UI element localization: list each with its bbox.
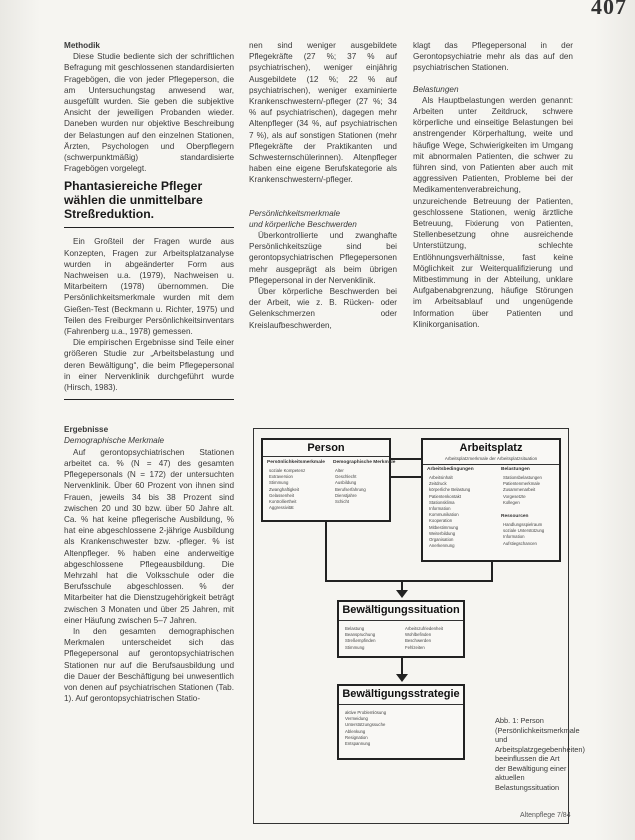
list-item: Streßempfinden bbox=[345, 638, 376, 644]
person-box bbox=[261, 438, 396, 522]
paragraph: Die empirischen Ergebnisse sind Teile einer größeren Studie zur „Arbeitsbelastung und deren Bewältigung“, die beim Pflegepersonal in einer Nervenklinik durchgeführt wurde (Hirsch, 1983). bbox=[64, 338, 234, 393]
person-list-a bbox=[269, 468, 305, 511]
list-item: Aufstiegschancen bbox=[503, 540, 537, 546]
paragraph: Überkontrollierte und zwanghafte Persönlichkeitszüge sind bei gerontopsychiatrischen Pflegepersonen mehr ausgeprägt als beim übrigen Pflegepersonal in der Nervenklinik. bbox=[249, 231, 397, 285]
strategie-list bbox=[345, 710, 386, 747]
list-item: Stationsbelastungen bbox=[503, 475, 542, 480]
ergebnisse-heading: Ergebnisse bbox=[64, 425, 109, 435]
column-left bbox=[64, 40, 234, 704]
list-item: Stimmung bbox=[345, 644, 365, 650]
list-item: Belastung bbox=[345, 626, 365, 631]
list-item: Ablenkung bbox=[345, 728, 366, 734]
column-middle bbox=[249, 40, 397, 331]
list-item: Patientenmerkmale bbox=[503, 481, 541, 487]
list-item: Dienstjahre bbox=[335, 492, 357, 498]
connector-line bbox=[325, 580, 493, 582]
list-item: Geschlecht bbox=[335, 474, 357, 480]
arbeitsplatz-box bbox=[421, 438, 561, 562]
list-item: Kooperation bbox=[429, 518, 453, 524]
list-item: Organisation bbox=[429, 537, 454, 543]
column-right bbox=[413, 40, 573, 330]
list-item: Schicht bbox=[335, 499, 350, 505]
list-item: Stimmung bbox=[269, 480, 289, 486]
list-item: Entspannung bbox=[345, 741, 371, 747]
situation-list-b bbox=[405, 626, 443, 651]
list-item: Resignation bbox=[345, 734, 368, 740]
spacer bbox=[413, 74, 573, 84]
page-number: 407 bbox=[591, 0, 627, 19]
list-item: Unterstützungssuche bbox=[345, 722, 386, 728]
list-item: aktive Problemlösung bbox=[345, 710, 387, 715]
arrow-down-icon bbox=[396, 674, 408, 682]
methodik-paragraph: Diese Studie bediente sich der schriftlichen Befragung mit geschlossenen standardisierten Fragebögen, die von jeder Pflegeperson, die am Untersuchungstag anwesend war, ausgefüllt wurden. Sie geben die subjektive Ansicht der jeweiligen Probanden wieder. Daneben wurden nur objektive Beschreibung der Belastungen auf den einzelnen Stationen, Ärzten, Psychologen und Oberpflegern (schwerpunktmäßig) standardisierte Fragebögen vorgelegt. bbox=[64, 52, 234, 174]
personality-subheading: und körperliche Beschwerden bbox=[249, 219, 357, 229]
divider bbox=[339, 704, 463, 705]
paragraph: Als Hauptbelastungen werden genannt: Arbeiten unter Zeitdruck, schwere körperliche und einseitige Belastungen bei anstrengender Körperhaltung, weite und häufige Wege, Schwierigkeiten im Umgang mit abnormalen Patienten, die schwer zu führen sind, von Patienten aber auch mit aggressiven Patienten, Probleme bei der Medikamentenverabreichung, unzureichende Betreuung der Patienten, geschlossene Stationen, wenig ärztliche Betreuung, Fixierung von Patienten, Stellenbesetzung ohne ausreichende Unterstützung, schlechte Entlöhnungsverhältnisse, fast keine Möglichkeit zur Weiterqualifizierung und Mitbestimmung in der Abteilung, unklare Aufgabenabgrenzung, häufige Störungen im Arbeitsablauf und ungenügende Information über Patienten und Klinikorganisation. bbox=[413, 95, 573, 329]
list-item: Fehlzeiten bbox=[405, 644, 425, 650]
paragraph: klagt das Pflegepersonal in der Gerontopsychiatrie mehr als das auf den psychiatrischen Stationen. bbox=[413, 41, 573, 73]
connector-line bbox=[391, 476, 421, 478]
divider bbox=[263, 456, 389, 457]
footer-journal: Altenpflege 7/84 bbox=[520, 812, 571, 819]
person-col-a-head: Persönlichkeitsmerkmale bbox=[267, 460, 325, 465]
list-item: Beanspruchung bbox=[345, 632, 376, 638]
list-item: Kontrolliertheit bbox=[269, 499, 297, 505]
list-item: Handlungsspielraum bbox=[503, 522, 543, 527]
belastungen-heading: Belastungen bbox=[413, 84, 459, 94]
list-item: körperliche Belastung bbox=[429, 487, 471, 493]
demographics-heading: Demographische Merkmale bbox=[64, 436, 165, 446]
list-item: Arbeitszufriedenheit bbox=[405, 626, 443, 631]
section-rule bbox=[64, 399, 234, 400]
paragraph: Über körperliche Beschwerden bei der Arbeit, wie z. B. Rücken- oder Gelenkschmerzen oder Kreislaufbeschwerden, bbox=[249, 287, 397, 330]
list-item: soziale Kompetenz bbox=[269, 468, 306, 473]
list-item: Aggressivität bbox=[269, 505, 294, 511]
connector-line bbox=[391, 458, 421, 460]
arbeitsplatz-col-c-head: Ressourcen bbox=[501, 514, 529, 519]
list-item: Mitbestimmung bbox=[429, 524, 459, 530]
bewaeltigungsstrategie-box bbox=[337, 684, 465, 760]
bewaeltigungsstrategie-title: Bewältigungsstrategie bbox=[342, 688, 460, 700]
arrow-down-icon bbox=[396, 590, 408, 598]
list-item: Anerkennung bbox=[429, 543, 455, 549]
spacer bbox=[249, 186, 397, 208]
person-col-b-head: Demographische Merkmale bbox=[333, 460, 396, 465]
connector-line bbox=[325, 522, 327, 580]
list-item: Zwanghaftigkeit bbox=[269, 486, 300, 492]
list-item: Information bbox=[503, 534, 525, 540]
list-item: soziale Unterstützung bbox=[503, 528, 545, 534]
arbeitsplatz-col-a-head: Arbeitsbedingungen bbox=[427, 467, 474, 472]
arbeitsplatz-col-b-head: Belastungen bbox=[501, 467, 530, 472]
list-item: Patientenkontakt bbox=[429, 493, 462, 499]
list-item: Beschwerden bbox=[405, 638, 432, 644]
paragraph: Ein Großteil der Fragen wurde aus Konzepten, Fragen zur Arbeitsplatzanalyse wurden in abgeänderter Form aus Nachweisen u.a. (1979), Nachweisen u. Mitarbeitern (1978) übernommen. Die Persönlichkeitsmerkmale wurden mit dem Gießen-Test (Beckmann u. Richter, 1975) und Teilen des Freiburger Persönlichkeitsinventars (Fahrenberg u.a., 1978) gemessen. bbox=[64, 237, 234, 337]
divider bbox=[339, 620, 463, 621]
bewaeltigungssituation-box bbox=[337, 600, 465, 658]
list-item: Alter bbox=[335, 468, 344, 473]
personality-heading: Persönlichkeitsmerkmale bbox=[249, 208, 341, 218]
list-item: Arbeitsinhalt bbox=[429, 475, 453, 480]
list-item: Wohlbefinden bbox=[405, 632, 432, 638]
arbeitsplatz-subtitle: Arbeitsplatzmerkmale der Arbeitsplatzsituation bbox=[444, 456, 538, 461]
list-item: Kollegen bbox=[503, 499, 520, 505]
arbeitsplatz-title: Arbeitsplatz bbox=[459, 442, 523, 454]
list-item: Ausbildung bbox=[335, 480, 357, 486]
situation-list-a bbox=[345, 626, 376, 651]
paragraph: Auf gerontopsychiatrischen Stationen arbeitet ca. % (N = 47) des gesamten Pflegepersonals (N = 172) der untersuchten Nervenklinik. Über 60 Prozent von ihnen sind Frauen, jeweils 34 bis 38 Prozent sind zwischen 20 und 30 bzw. über 50 Jahre alt. Ca. % hat keine pflegerische Ausbildung, % hat eine abgeschlossene 2-jährige Ausbildung als Krankenschwester bzw. -pfleger. % ist Altenpfleger. % haben eine anderweitige abgeschlossene Pflegeausbildung. Die Mehrzahl hat die Volksschule oder die Berufsschule abgeschlossen. % der Mitarbeiter hat die Dienstzugehörigkeit beträgt zwischen 3 Monaten und über 25 Jahren, mit einer Häufung zwischen 5–7 Jahren. bbox=[64, 447, 234, 625]
list-item: Extraversion bbox=[269, 474, 293, 480]
list-item: Information bbox=[429, 506, 451, 512]
list-item: Stationsklima bbox=[429, 499, 455, 505]
arbeitsplatz-list-c bbox=[503, 522, 544, 547]
person-list-b bbox=[335, 468, 366, 505]
list-item: Vorgesetzte bbox=[503, 493, 526, 499]
methodik-heading: Methodik bbox=[64, 41, 100, 50]
connector-line bbox=[491, 562, 493, 580]
bewaeltigungssituation-title: Bewältigungssituation bbox=[342, 604, 460, 616]
arbeitsplatz-list-b bbox=[503, 475, 542, 506]
list-item: Zusammenarbeit bbox=[503, 487, 536, 493]
list-item: Vermeidung bbox=[345, 716, 368, 722]
figure-caption: Abb. 1: Person (Persönlichkeitsmerkmale und Arbeitsplatzgegebenheiten) beeinflussen die Art der Bewältigung einer aktuellen Belastungssituation bbox=[495, 716, 585, 792]
list-item: Kommunikation bbox=[429, 512, 459, 518]
person-title: Person bbox=[307, 442, 345, 454]
paragraph: In den gesamten demographischen Merkmalen unterscheidet sich das Pflegepersonal auf gerontopsychiatrischen Stationen nur auf die Berufsausbildung und die Dauer der Beschäftigung bei unwesentlich von denen auf psychiatrischen Stationen (Tab. 1). Auf gerontopsychiatrischen Statio- bbox=[64, 626, 234, 704]
arbeitsplatz-list-a bbox=[429, 475, 470, 549]
list-item: Weiterbildung bbox=[429, 530, 456, 536]
list-item: Zeitdruck bbox=[429, 481, 447, 487]
paragraph: nen sind weniger ausgebildete Pflegekräfte (27 %; 37 % auf psychiatrischen), weniger einjährig Ausgebildete (12 %; 22 % auf psychiatrischen), weniger examinierte Krankenschwestern/-pfleger (27 %; 34 % auf psychiatrischen), dagegen mehr Altenpfleger (34 %, auf psychiatrischen 7 %), als auf sonstigen Stationen (mehr Pflegekräfte der Praktikanten und Schwesternschülerinnen). Altenpfleger haben eine eigene Berufskategorie als Krankenschwestern/-pfleger. bbox=[249, 41, 397, 185]
article-heading: Phantasiereiche Pfleger wählen die unmittelbare Streßreduktion. bbox=[64, 179, 203, 222]
article-heading-box bbox=[64, 179, 234, 228]
divider bbox=[423, 464, 559, 465]
list-item: Gelassenheit bbox=[269, 492, 295, 498]
list-item: Berufserfahrung bbox=[335, 486, 366, 492]
